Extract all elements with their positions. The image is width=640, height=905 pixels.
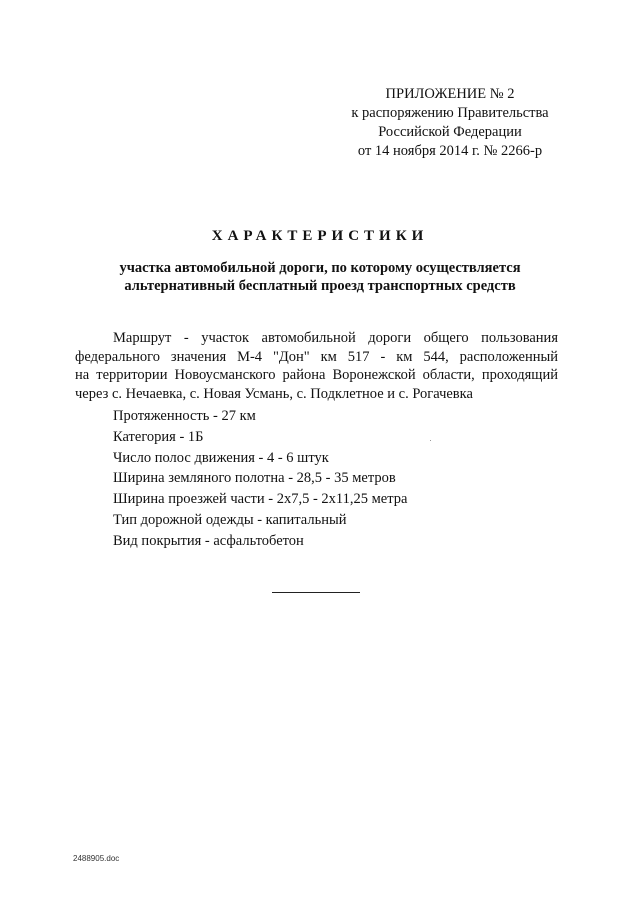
subtitle-line-2: альтернативный бесплатный проезд транспортных средств bbox=[124, 278, 516, 294]
route-line-3: на территории Новоусманского района Воронежской области, проходящий bbox=[75, 367, 558, 383]
document-title: ХАРАКТЕРИСТИКИ bbox=[211, 228, 429, 244]
appendix-order-ref: к распоряжению Правительства bbox=[351, 105, 549, 121]
param-category: Категория - 1Б bbox=[113, 428, 204, 445]
appendix-government: Российской Федерации bbox=[378, 124, 522, 140]
document-subtitle bbox=[60, 259, 580, 295]
param-pavement-type: Тип дорожной одежды - капитальный bbox=[113, 511, 347, 528]
appendix-date: от 14 ноября 2014 г. № 2266-р bbox=[357, 143, 543, 159]
subtitle-line-1: участка автомобильной дороги, по которому осуществляется bbox=[119, 260, 521, 276]
param-carriageway-width: Ширина проезжей части - 2х7,5 - 2х11,25 метра bbox=[113, 491, 408, 508]
param-roadbed-width: Ширина земляного полотна - 28,5 - 35 метров bbox=[113, 470, 396, 487]
param-lanes: Число полос движения - 4 - 6 штук bbox=[113, 449, 329, 466]
route-line-1: Маршрут - участок автомобильной дороги общего пользования bbox=[113, 330, 558, 346]
scan-speck bbox=[430, 440, 431, 441]
param-length: Протяженность - 27 км bbox=[113, 408, 256, 424]
closing-rule bbox=[272, 592, 360, 593]
file-name-footer: 2488905.doc bbox=[73, 854, 120, 863]
param-surface-type: Вид покрытия - асфальтобетон bbox=[113, 532, 304, 549]
appendix-number: ПРИЛОЖЕНИЕ № 2 bbox=[385, 86, 515, 102]
route-description bbox=[75, 329, 558, 403]
appendix-header bbox=[330, 85, 570, 161]
route-line-2: федерального значения М-4 "Дон" км 517 - км 544, расположенный bbox=[75, 348, 558, 365]
road-parameters bbox=[113, 406, 407, 552]
route-line-4: через с. Нечаевка, с. Новая Усмань, с. Подклетное и с. Рогачевка bbox=[75, 385, 473, 402]
